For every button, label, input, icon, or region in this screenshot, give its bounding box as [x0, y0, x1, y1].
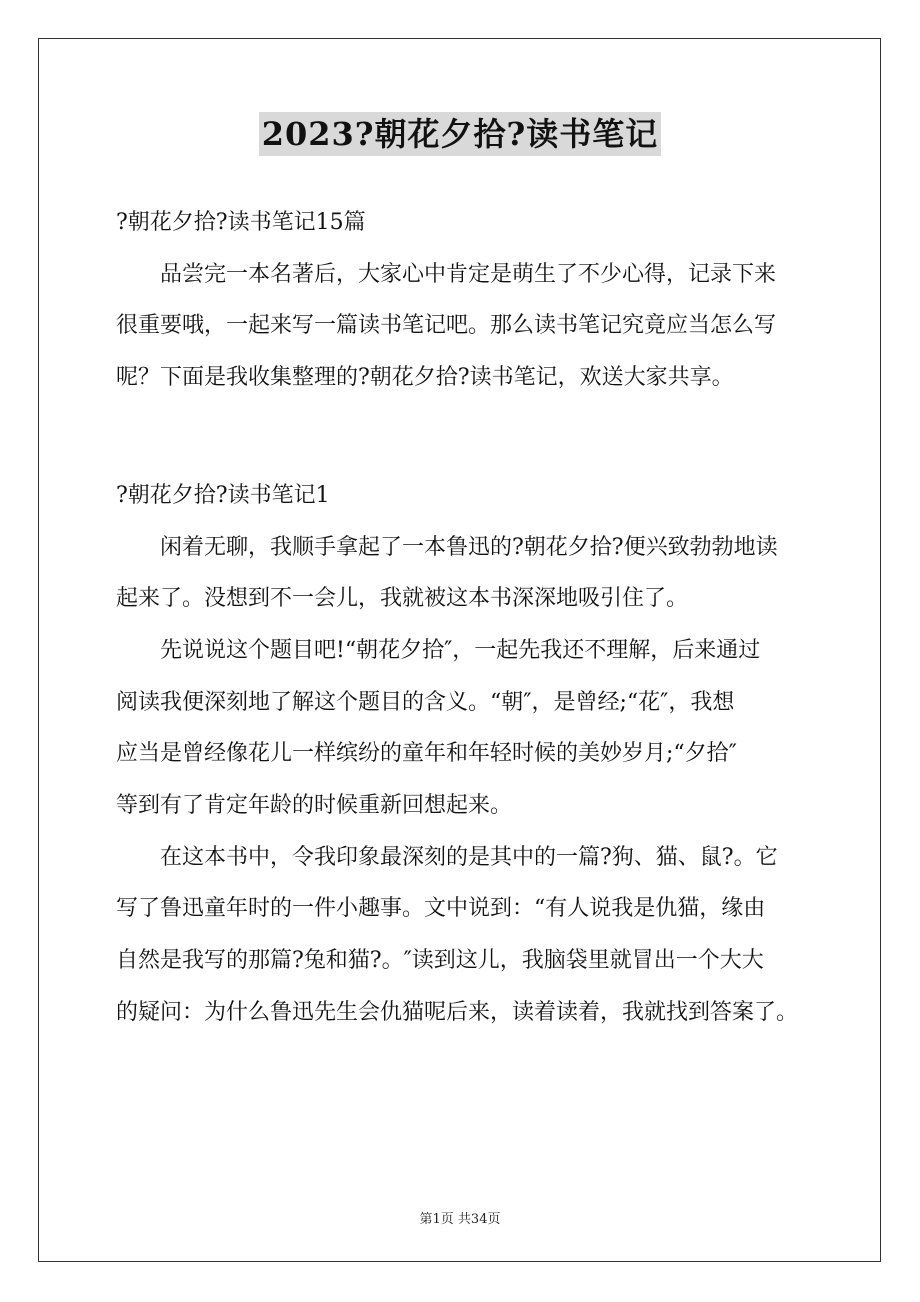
- paragraph-line: 写了鲁迅童年时的一件小趣事。文中说到：“有人说我是仇猫，缘由: [116, 896, 766, 922]
- document-body: [116, 197, 821, 1039]
- paragraph-line: 很重要哦，一起来写一篇读书笔记吧。那么读书笔记究竟应当怎么写: [116, 313, 777, 339]
- paragraph-gap: [116, 404, 821, 470]
- paragraph-line: 阅读我便深刻地了解这个题目的含义。“朝″，是曾经;“花″，我想: [116, 689, 735, 715]
- document-title: 2023?朝花夕拾?读书笔记: [259, 112, 662, 156]
- paragraph-line: 的疑问：为什么鲁迅先生会仇猫呢后来，读着读着，我就找到答案了。: [116, 999, 799, 1025]
- document-title-wrap: [0, 112, 920, 156]
- paragraph-line: 起来了。没想到不一会儿，我就被这本书深深地吸引住了。: [116, 586, 689, 612]
- paragraph-line: 呢？下面是我收集整理的?朝花夕拾?读书笔记，欢送大家共享。: [116, 365, 734, 391]
- paragraph-line: 自然是我写的那篇?兔和猫?。″读到这儿，我脑袋里就冒出一个大大: [116, 948, 764, 974]
- paragraph-line: 应当是曾经像花儿一样缤纷的童年和年轻时候的美妙岁月;“夕拾″: [116, 741, 737, 767]
- page-footer: 第1页 共34页: [419, 1212, 501, 1227]
- paragraph-line: 先说说这个题目吧!“朝花夕拾″，一起先我还不理解，后来通过: [160, 637, 761, 663]
- section-heading: ?朝花夕拾?读书笔记15篇: [116, 210, 366, 235]
- paragraph-line: 等到有了肯定年龄的时候重新回想起来。: [116, 793, 513, 819]
- paragraph-line: 闲着无聊，我顺手拿起了一本鲁迅的?朝花夕拾?便兴致勃勃地读: [160, 534, 778, 560]
- section-heading: ?朝花夕拾?读书笔记1: [116, 482, 330, 508]
- paragraph-line: 品尝完一本名著后，大家心中肯定是萌生了不少心得，记录下来: [160, 261, 777, 287]
- paragraph-line: 在这本书中，令我印象最深刻的是其中的一篇?狗、猫、鼠?。它: [160, 844, 778, 870]
